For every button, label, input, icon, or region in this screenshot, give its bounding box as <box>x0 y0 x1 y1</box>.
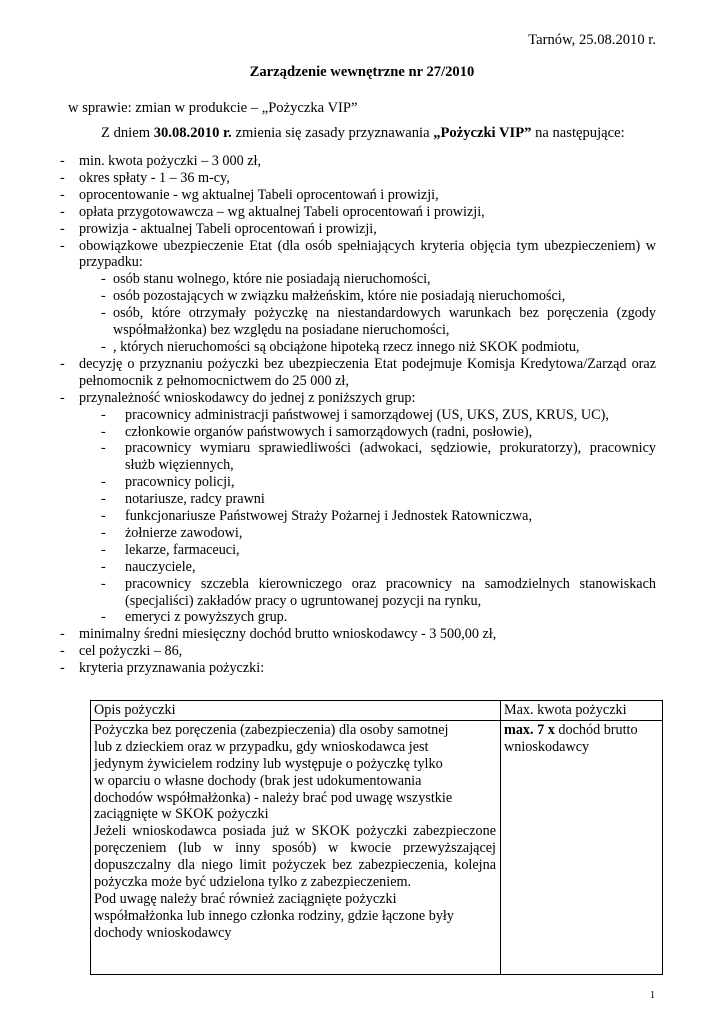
max-amount-text: dochód brutto wnioskodawcy <box>504 721 638 755</box>
group-item: - pracownicy wymiaru sprawiedliwości (adwokaci, sędziowie, prokuratorzy), pracownicy służb więziennych, <box>101 440 656 474</box>
list-item: - kryteria przyznawania pożyczki: <box>60 660 265 677</box>
header-max-amount: Max. kwota pożyczki <box>501 701 663 721</box>
intro-sentence <box>101 125 625 142</box>
bullet-dash: - <box>60 169 65 186</box>
max-amount-cell <box>501 720 663 974</box>
group-item: - pracownicy policji, <box>101 474 235 491</box>
bullet-dash: - <box>60 237 65 254</box>
loan-description-cell <box>91 720 501 974</box>
intro-text-a: Z dniem <box>101 125 154 141</box>
sub-list-item: - osób pozostających w związku małżeńskim, które nie posiadają nieruchomości, <box>101 288 566 305</box>
bullet-dash: - <box>60 355 65 372</box>
list-item: - okres spłaty - 1 – 36 m-cy, <box>60 169 230 186</box>
bullet-dash: - <box>60 220 65 237</box>
description-para-2: Jeżeli wnioskodawca posiada już w SKOK pożyczki zabezpieczone poręczeniem (lub w inny sposób) w kwocie przewyższającej dopuszczalny dla niego limit pożyczek bez zabezpieczenia, kolejna pożyczka może być udzielona tylko z zabezpieczeniem. <box>94 823 496 891</box>
bullet-dash: - <box>60 203 65 220</box>
list-item: - min. kwota pożyczki – 3 000 zł, <box>60 153 262 169</box>
intro-date: 30.08.2010 r. <box>153 125 232 141</box>
group-item: - funkcjonariusze Państwowej Straży Pożarnej i Jednostek Ratowniczwa, <box>101 508 532 525</box>
bullet-dash: - <box>60 660 65 677</box>
group-item: - nauczyciele, <box>101 558 196 575</box>
document-title: Zarządzenie wewnętrzne nr 27/2010 <box>249 64 475 80</box>
group-item: - żołnierze zawodowi, <box>101 524 243 541</box>
intro-text-b: zmienia się zasady przyznawania <box>231 125 434 141</box>
description-para-1: Pożyczka bez poręczenia (zabezpieczenia) dla osoby samotnej lub z dzieckiem oraz w przypadku, gdy wnioskodawca jest jedynym żywicielem rodziny lub występuje o pożyczkę tylko w oparciu o własne dochody (brak jest udokumentowania dochodów współmałżonka) - należy brać pod uwagę wszystkie zaciągnięte w SKOK pożyczki <box>94 721 453 823</box>
intro-product: „Pożyczki VIP” <box>433 125 532 141</box>
page-number: 1 <box>650 990 655 1001</box>
insurance-cases <box>60 271 656 356</box>
intro-text-c: na następujące: <box>531 125 625 141</box>
subject-line: w sprawie: zmian w produkcie – „Pożyczka VIP” <box>68 100 358 116</box>
group-item: - emeryci z powyższych grup. <box>101 609 288 626</box>
bullet-dash: - <box>60 626 65 643</box>
list-item: - przynależność wnioskodawcy do jednej z poniższych grup: <box>60 389 416 406</box>
group-item: - notariusze, radcy prawni <box>101 491 265 508</box>
conditions-list <box>60 153 656 677</box>
bullet-dash: - <box>60 153 65 169</box>
group-item: - członkowie organów państwowych i samorządowych (radni, posłowie), <box>101 423 533 440</box>
header-description: Opis pożyczki <box>91 701 501 721</box>
list-item: - obowiązkowe ubezpieczenie Etat (dla osób spełniających kryteria objęcia tym ubezpieczeniem) w przypadku: <box>60 237 656 271</box>
max-multiplier: max. 7 x <box>504 721 555 738</box>
bullet-dash: - <box>60 186 65 203</box>
group-item: - pracownicy szczebla kierowniczego oraz pracownicy na samodzielnych stanowiskach (specjaliści) zakładów pracy o ugruntowanej pozycji na rynku, <box>101 575 656 609</box>
list-item: - prowizja - aktualnej Tabeli oprocentowań i prowizji, <box>60 220 377 237</box>
description-para-3: Pod uwagę należy brać również zaciągnięte pożyczki współmałżonka lub innego członka rodziny, gdzie łączone były dochody wnioskodawcy <box>94 890 454 941</box>
table-header-row <box>91 701 663 721</box>
table-row <box>91 720 663 974</box>
group-item: - lekarze, farmaceuci, <box>101 541 240 558</box>
place-date: Tarnów, 25.08.2010 r. <box>528 32 656 48</box>
list-item: - minimalny średni miesięczny dochód brutto wnioskodawcy - 3 500,00 zł, <box>60 626 497 643</box>
sub-list-item: - osób, które otrzymały pożyczkę na niestandardowych warunkach bez poręczenia (zgody współmałżonka) bez względu na posiadane nieruchomości, <box>101 305 656 339</box>
sub-list-item: - osób stanu wolnego, które nie posiadają nieruchomości, <box>101 271 431 288</box>
list-item: - oprocentowanie - wg aktualnej Tabeli oprocentowań i prowizji, <box>60 186 439 203</box>
sub-list-item: - , których nieruchomości są obciążone hipoteką rzecz innego niż SKOK podmiotu, <box>101 338 580 355</box>
bullet-dash: - <box>60 643 65 660</box>
eligible-groups <box>60 407 656 627</box>
group-item: - pracownicy administracji państwowej i samorządowej (US, UKS, ZUS, KRUS, UC), <box>101 406 609 423</box>
criteria-table <box>90 700 663 975</box>
list-item: - decyzję o przyznaniu pożyczki bez ubezpieczenia Etat podejmuje Komisja Kredytowa/Zarząd oraz pełnomocnik z pełnomocnictwem do 25 000 zł, <box>60 355 656 389</box>
list-item: - cel pożyczki – 86, <box>60 643 183 660</box>
list-item: - opłata przygotowawcza – wg aktualnej Tabeli oprocentowań i prowizji, <box>60 203 485 220</box>
bullet-dash: - <box>60 389 65 406</box>
